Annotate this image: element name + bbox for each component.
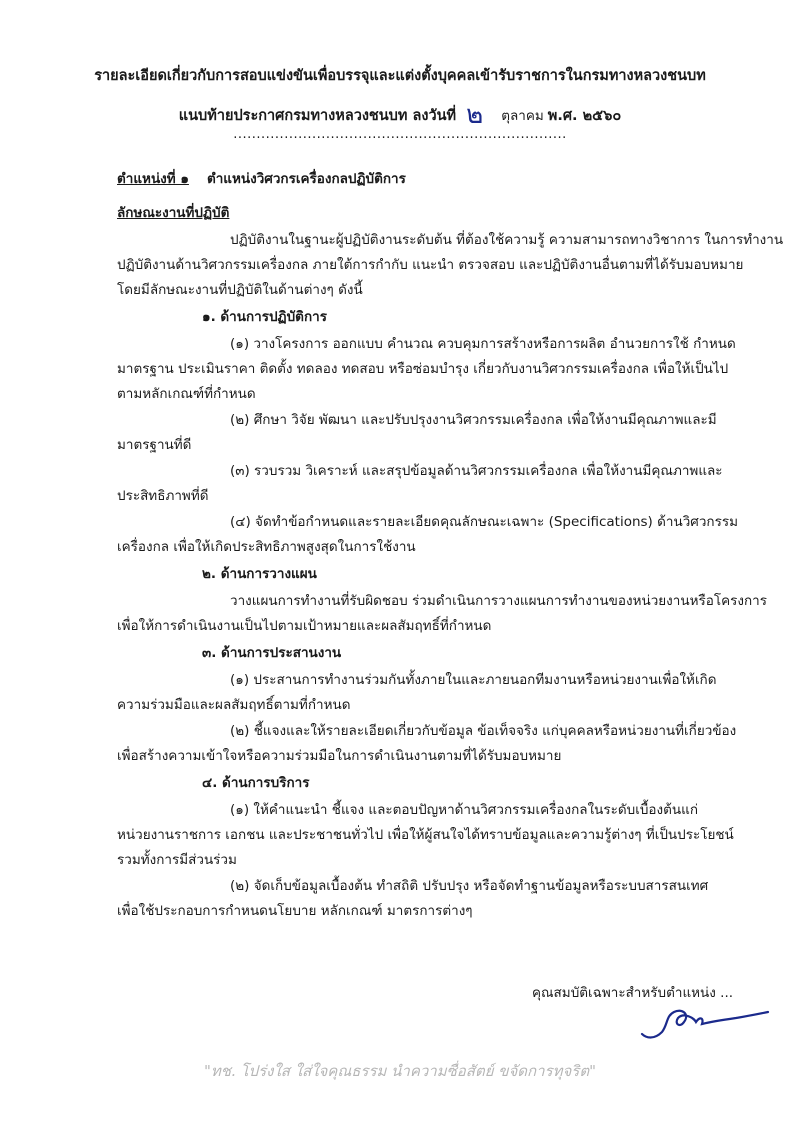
item-line: (๓) รวบรวม วิเคราะห์ และสรุปข้อมูลด้านวิศวกรรมเครื่องกล เพื่อให้งานมีคุณภาพและ [230, 463, 723, 479]
item-line: รวมทั้งการมีส่วนร่วม [117, 852, 237, 868]
document-title: รายละเอียดเกี่ยวกับการสอบแข่งขันเพื่อบรรจุและแต่งตั้งบุคคลเข้ารับราชการในกรมทางหลวงชนบท [94, 68, 706, 84]
section-heading: ๑. ด้านการปฏิบัติการ [202, 309, 327, 325]
section-heading: ๔. ด้านการบริการ [202, 775, 310, 791]
announcement-reference: แนบท้ายประกาศกรมทางหลวงชนบท ลงวันที่ [178, 108, 457, 124]
item-line: มาตรฐานที่ดี [117, 437, 192, 453]
item-line: เพื่อใช้ประกอบการกำหนดนโยบาย หลักเกณฑ์ มาตรการต่างๆ [117, 903, 473, 919]
footer-motto: "ทช. โปร่งใส ใส่ใจคุณธรรม นำความซื่อสัตย์ ขจัดการทุจริต" [204, 1062, 596, 1080]
item-line: เพื่อให้การดำเนินงานเป็นไปตามเป้าหมายและผลสัมฤทธิ์ที่กำหนด [117, 618, 492, 634]
position-heading [117, 170, 406, 188]
intro-line: ปฏิบัติงานด้านวิศวกรรมเครื่องกล ภายใต้การกำกับ แนะนำ ตรวจสอบ และปฏิบัติงานอื่นตามที่ได้รับมอบหมาย [117, 257, 744, 273]
item-line: (๑) ประสานการทำงานร่วมกันทั้งภายในและภายนอกทีมงานหรือหน่วยงานเพื่อให้เกิด [230, 672, 717, 688]
announcement-year: พ.ศ. ๒๕๖๐ [547, 108, 622, 124]
intro-line: โดยมีลักษณะงานที่ปฏิบัติในด้านต่างๆ ดังนี้ [117, 282, 363, 298]
item-line: (๔) จัดทำข้อกำหนดและรายละเอียดคุณลักษณะเฉพาะ (Specifications) ด้านวิศวกรรม [230, 514, 738, 530]
announcement-month: ตุลาคม [501, 108, 544, 124]
separator-dots: ........................................................................ [233, 127, 567, 142]
item-line: (๒) ศึกษา วิจัย พัฒนา และปรับปรุงงานวิศวกรรมเครื่องกล เพื่อให้งานมีคุณภาพและมี [230, 412, 717, 428]
section-heading: ๓. ด้านการประสานงาน [202, 645, 342, 661]
item-line: วางแผนการทำงานที่รับผิดชอบ ร่วมดำเนินการวางแผนการทำงานของหน่วยงานหรือโครงการ [230, 593, 767, 609]
intro-line: ปฏิบัติงานในฐานะผู้ปฏิบัติงานระดับต้น ที่ต้องใช้ความรู้ ความสามารถทางวิชาการ ในการทำงาน [230, 232, 784, 248]
position-name: ตำแหน่งวิศวกรเครื่องกลปฏิบัติการ [206, 171, 406, 187]
continuation-note: คุณสมบัติเฉพาะสำหรับตำแหน่ง ... [532, 985, 734, 1001]
item-line: (๑) ให้คำแนะนำ ชี้แจง และตอบปัญหาด้านวิศวกรรมเครื่องกลในระดับเบื้องต้นแก่ [230, 802, 698, 818]
position-number: ตำแหน่งที่ ๑ [117, 171, 189, 187]
item-line: เพื่อสร้างความเข้าใจหรือความร่วมมือในการดำเนินงานตามที่ได้รับมอบหมาย [117, 748, 562, 764]
item-line: หน่วยงานราชการ เอกชน และประชาชนทั่วไป เพื่อให้ผู้สนใจได้ทราบข้อมูลและความรู้ต่างๆ ที่เป็นประโยชน์ [117, 827, 734, 843]
item-line: เครื่องกล เพื่อให้เกิดประสิทธิภาพสูงสุดในการใช้งาน [117, 539, 416, 555]
section-heading: ๒. ด้านการวางแผน [202, 566, 317, 582]
signature-mark [640, 1002, 770, 1047]
item-line: (๑) วางโครงการ ออกแบบ คำนวณ ควบคุมการสร้างหรือการผลิต อำนวยการใช้ กำหนด [230, 336, 736, 352]
handwritten-day: ๒ [466, 100, 484, 130]
item-line: (๒) ชี้แจงและให้รายละเอียดเกี่ยวกับข้อมูล ข้อเท็จจริง แก่บุคคลหรือหน่วยงานที่เกี่ยวข้อง [230, 723, 737, 739]
item-line: (๒) จัดเก็บข้อมูลเบื้องต้น ทำสถิติ ปรับปรุง หรือจัดทำฐานข้อมูลหรือระบบสารสนเทศ [230, 878, 709, 894]
duties-heading: ลักษณะงานที่ปฏิบัติ [117, 205, 230, 221]
item-line: ประสิทธิภาพที่ดี [117, 488, 209, 504]
item-line: ความร่วมมือและผลสัมฤทธิ์ตามที่กำหนด [117, 697, 351, 713]
item-line: ตามหลักเกณฑ์ที่กำหนด [117, 386, 256, 402]
item-line: มาตรฐาน ประเมินราคา ติดตั้ง ทดลอง ทดสอบ หรือซ่อมบำรุง เกี่ยวกับงานวิศวกรรมเครื่องกล เพื่อให้เป็นไป [117, 361, 729, 377]
